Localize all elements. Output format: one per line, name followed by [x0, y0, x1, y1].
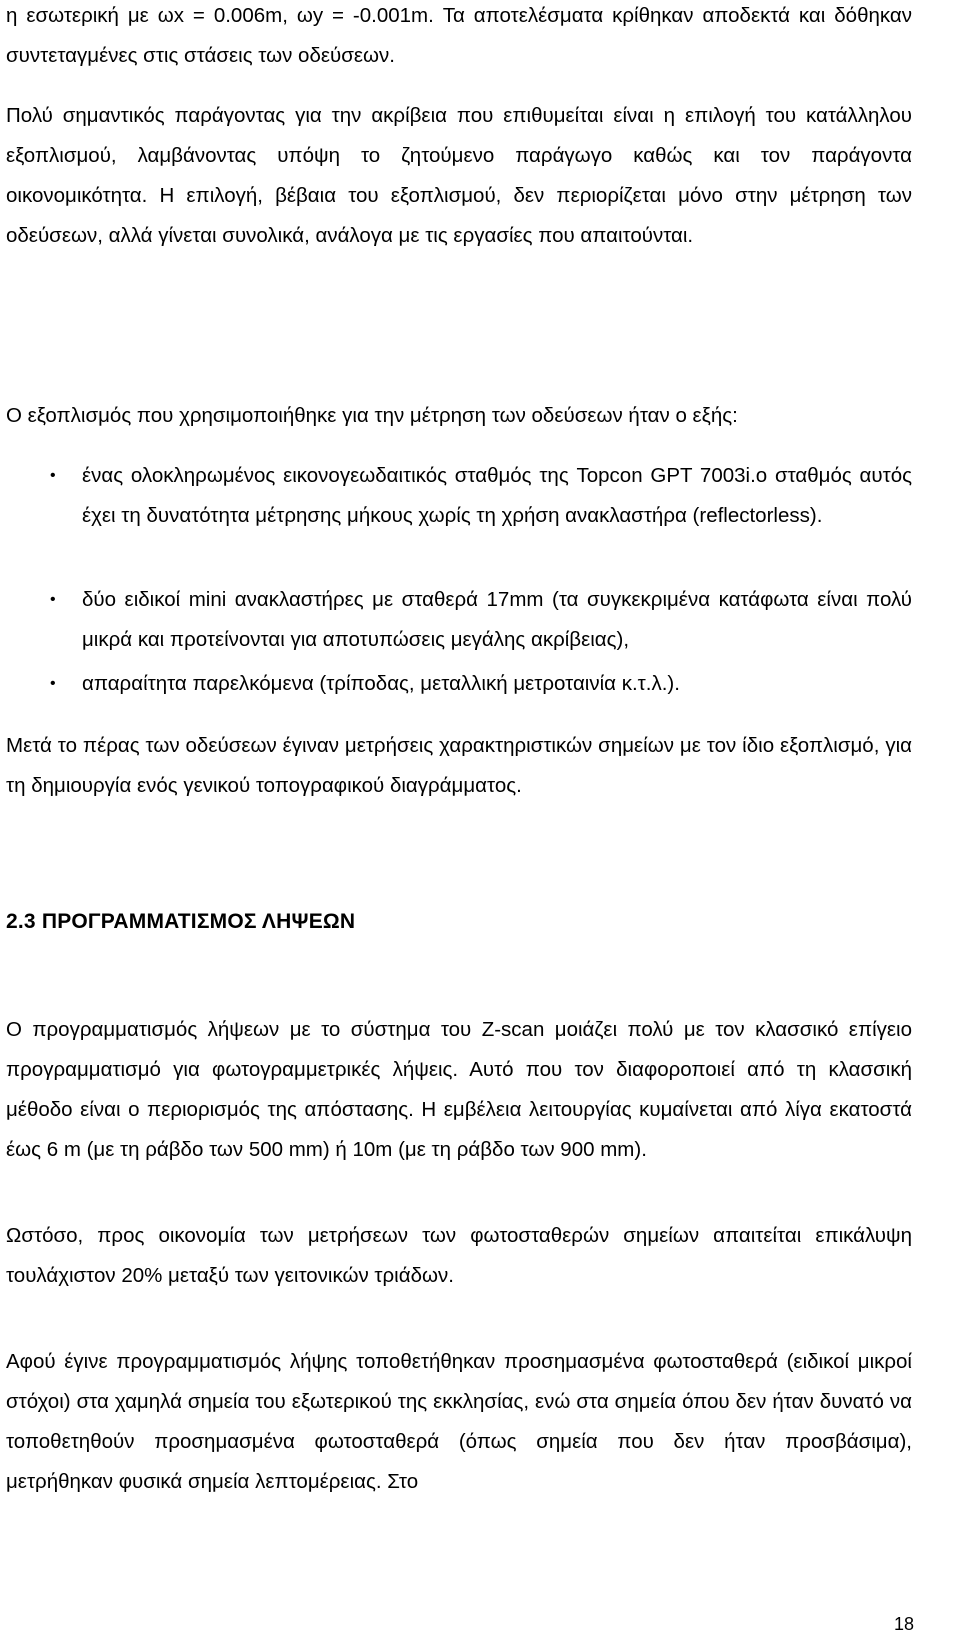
paragraph-equipment-intro: Ο εξοπλισμός που χρησιμοποιήθηκε για την μέτρηση των οδεύσεων ήταν ο εξής:	[6, 404, 738, 427]
paragraph-characteristic-points: Μετά το πέρας των οδεύσεων έγιναν μετρήσεις χαρακτηριστικών σημείων με τον ίδιο εξοπλισμό, για τη δημιουργία ενός γενικού τοπογραφικού διαγράμματος.	[6, 734, 912, 797]
paragraph-orientation-results: η εσωτερική με ωx = 0.006m, ωy = -0.001m. Τα αποτελέσματα κρίθηκαν αποδεκτά και δόθηκαν συντεταγμένες στις στάσεις των οδεύσεων.	[6, 4, 912, 67]
bullet-item-accessories: απαραίτητα παρελκόμενα (τρίποδας, μεταλλική μετροταινία κ.τ.λ.).	[82, 672, 680, 695]
paragraph-control-points: Αφού έγινε προγραμματισμός λήψης τοποθετήθηκαν προσημασμένα φωτοσταθερά (ειδικοί μικροί στόχοι) στα χαμηλά σημεία του εξωτερικού της εκκλησίας, ενώ στα σημεία όπου δεν ήταν δυνατό να τοποθετηθούν προσημασμένα φωτοσταθερά (όπως σημεία που δεν ήταν προσβάσιμα), μετρήθηκαν φυσικά σημεία λεπτομέρειας. Στο	[6, 1350, 912, 1493]
bullet-item-total-station: ένας ολοκληρωμένος εικονογεωδαιτικός σταθμός της Topcon GPT 7003i.ο σταθμός αυτός έχει τη δυνατότητα μέτρησης μήκους χωρίς τη χρήση ανακλαστήρα (reflectorless).	[82, 464, 912, 527]
section-heading: 2.3 ΠΡΟΓΡΑΜΜΑΤΙΣΜΟΣ ΛΗΨΕΩΝ	[6, 910, 356, 933]
bullet-item-reflectors: δύο ειδικοί mini ανακλαστήρες με σταθερά 17mm (τα συγκεκριμένα κατάφωτα είναι πολύ μικρά και προτείνονται για αποτυπώσεις μεγάλης ακρίβειας),	[82, 588, 912, 651]
paragraph-overlap: Ωστόσο, προς οικονομία των μετρήσεων των φωτοσταθερών σημείων απαιτείται επικάλυψη τουλάχιστον 20% μεταξύ των γειτονικών τριάδων.	[6, 1224, 912, 1287]
bullet-icon: •	[50, 591, 56, 608]
paragraph-equipment-choice: Πολύ σημαντικός παράγοντας για την ακρίβεια που επιθυμείται είναι η επιλογή του κατάλληλου εξοπλισμού, λαμβάνοντας υπόψη το ζητούμενο παράγωγο καθώς και τον παράγοντα οικονομικότητα. Η επιλογή, βέβαια του εξοπλισμού, δεν περιορίζεται μόνο στην μέτρηση των οδεύσεων, αλλά γίνεται συνολικά, ανάλογα με τις εργασίες που απαιτούνται.	[6, 104, 912, 247]
page-number: 18	[893, 1614, 914, 1634]
paragraph-zscan-planning: Ο προγραμματισμός λήψεων με το σύστημα του Z-scan μοιάζει πολύ με τον κλασσικό επίγειο προγραμματισμό για φωτογραμμετρικές λήψεις. Αυτό που τον διαφοροποιεί από τη κλασσική μέθοδο είναι ο περιορισμός της απόστασης. Η εμβέλεια λειτουργίας κυμαίνεται από λίγα εκατοστά έως 6 m (με τη ράβδο των 500 mm) ή 10m (με τη ράβδο των 900 mm).	[6, 1018, 912, 1161]
bullet-icon: •	[50, 467, 56, 484]
bullet-icon: •	[50, 675, 56, 692]
